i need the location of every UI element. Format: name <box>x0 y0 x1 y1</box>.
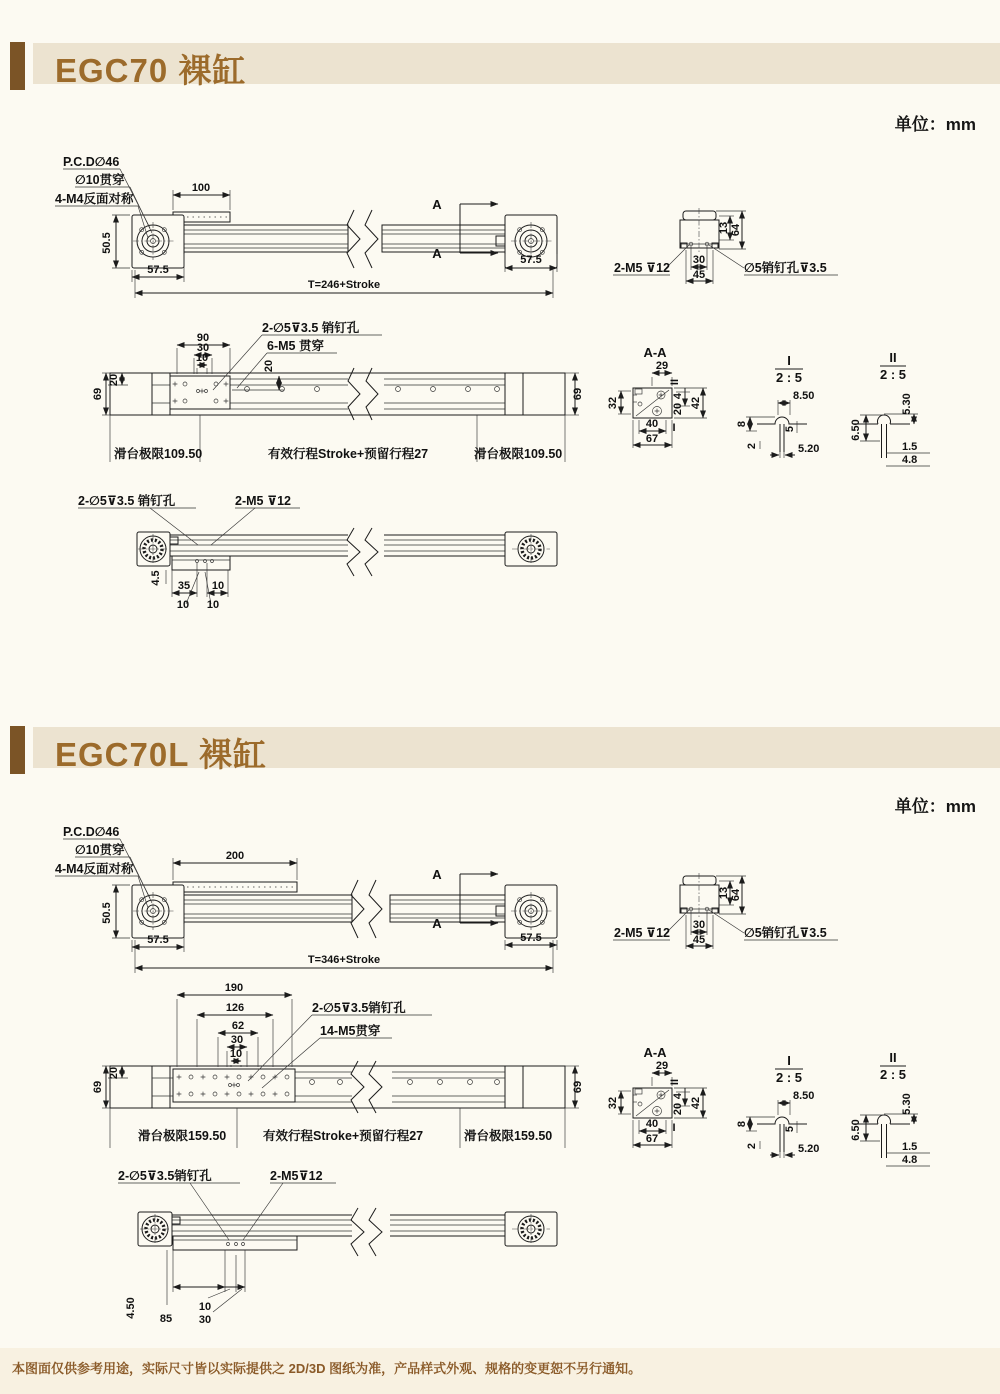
s1-bottom-dim-10b: 10 <box>176 599 190 611</box>
s2-det1-dim-2: 2 <box>746 1142 758 1150</box>
s2-aa-dim-29: 29 <box>655 1060 669 1072</box>
s1-end-m5-label: 2-M5 ⊽12 <box>613 261 670 275</box>
s1-thru-label: ∅10贯穿 <box>75 173 125 187</box>
s2-side-view-drawing <box>55 825 557 973</box>
unit-label-1: 单位：mm <box>894 115 976 134</box>
s1-aa-marker-2: II <box>669 378 681 386</box>
s2-detail-1-drawing <box>736 1053 819 1158</box>
s1-dim-total: T=246+Stroke <box>307 279 381 291</box>
s1-section-a-top: A <box>432 197 442 212</box>
s1-bottom-dim-10c: 10 <box>206 599 220 611</box>
s1-stroke-label: 有效行程Stroke+预留行程27 <box>268 447 429 461</box>
s2-end-dim-45: 45 <box>692 934 706 946</box>
s1-bottom-view-drawing <box>78 493 557 611</box>
s2-det2-dim-48: 4.8 <box>902 1154 918 1166</box>
s1-end-dim-64: 64 <box>730 223 742 237</box>
s2-det2-marker: II <box>889 1050 897 1065</box>
s1-end-dim-13: 13 <box>718 221 730 235</box>
s1-top-dim-10: 10 <box>195 352 209 364</box>
s2-aa-dim-40: 40 <box>645 1118 659 1130</box>
s2-top-view-drawing <box>92 982 584 1148</box>
s2-pcd-label: P.C.D∅46 <box>63 825 120 839</box>
s1-end-view-drawing <box>613 208 838 284</box>
s1-dim-50-5: 50.5 <box>101 232 113 254</box>
s2-dim-200: 200 <box>225 850 245 862</box>
s2-det1-dim-8: 8 <box>736 1120 748 1128</box>
s2-aa-dim-32: 32 <box>607 1096 619 1110</box>
s2-aa-dim-4: 4 <box>672 1092 684 1100</box>
s1-aa-dim-4: 4 <box>672 392 684 400</box>
s1-top-view-drawing <box>92 320 584 462</box>
section2-title: EGC70L 裸缸 <box>55 736 267 773</box>
s2-m4-label: 4-M4反面对称 <box>55 862 134 876</box>
s1-limit-left: 滑台极限109.50 <box>114 447 203 461</box>
footer-note: 本图面仅供参考用途，实际尺寸皆以实际提供之 2D/3D 图纸为准，产品样式外观、规格的变更恕不另行通知。 <box>12 1361 642 1376</box>
s2-top-dim-10: 10 <box>229 1048 243 1060</box>
s2-end-dim-64: 64 <box>730 888 742 902</box>
s2-det2-scale: 2 : 5 <box>879 1067 907 1082</box>
s1-bottom-dim-35: 35 <box>177 580 191 592</box>
s1-detail-2-drawing <box>850 350 930 466</box>
s1-top-m5-label: 6-M5 贯穿 <box>267 339 324 353</box>
s1-det2-dim-650: 6.50 <box>850 419 862 441</box>
s1-det2-dim-48: 4.8 <box>902 454 918 466</box>
s1-det1-scale: 2 : 5 <box>775 370 803 385</box>
s2-bottom-pin-label: 2-∅5⊽3.5销钉孔 <box>118 1169 212 1183</box>
s1-det1-dim-5: 5 <box>784 425 796 433</box>
s1-aa-dim-40: 40 <box>645 418 659 430</box>
s2-top-pin-label: 2-∅5⊽3.5销钉孔 <box>312 1001 406 1015</box>
s2-top-dim-62: 62 <box>231 1020 245 1032</box>
s2-dim-50-5: 50.5 <box>101 902 113 924</box>
s1-end-dim-45: 45 <box>692 269 706 281</box>
s1-aa-dim-67: 67 <box>645 433 659 445</box>
s2-end-m5-label: 2-M5 ⊽12 <box>613 926 670 940</box>
s1-dim-100: 100 <box>191 182 211 194</box>
s2-bottom-dim-30: 30 <box>198 1314 212 1326</box>
s1-top-dim-90: 90 <box>196 332 210 344</box>
s1-top-dim-20b: 20 <box>108 373 120 387</box>
s2-top-dim-69-left: 69 <box>92 1080 104 1094</box>
s2-det1-dim-520: 5.20 <box>798 1143 820 1155</box>
s2-end-pin-label: ∅5销钉孔⊽3.5 <box>744 926 827 940</box>
section1-title: EGC70 裸缸 <box>55 52 247 89</box>
s1-det1-dim-8: 8 <box>736 420 748 428</box>
s1-aa-dim-42: 42 <box>690 396 702 410</box>
s2-dim-total: T=346+Stroke <box>307 954 381 966</box>
s2-top-dim-20b: 20 <box>108 1066 120 1080</box>
s2-section-aa-drawing <box>607 1045 707 1148</box>
s1-det1-dim-850: 8.50 <box>793 390 815 402</box>
s2-top-dim-69-right: 69 <box>572 1080 584 1094</box>
s2-section-a-bottom: A <box>432 916 442 931</box>
s1-top-dim-30: 30 <box>196 342 210 354</box>
s1-pcd-label: P.C.D∅46 <box>63 155 120 169</box>
s2-aa-marker-1: I <box>672 1122 676 1134</box>
s2-aa-dim-20: 20 <box>672 1102 684 1116</box>
s1-top-dim-69-right: 69 <box>572 387 584 401</box>
s1-aa-title: A-A <box>643 345 667 360</box>
s2-aa-dim-67: 67 <box>645 1133 659 1145</box>
s2-dim-57-5-right: 57.5 <box>520 932 542 944</box>
s1-m4-label: 4-M4反面对称 <box>55 192 134 206</box>
s2-aa-title: A-A <box>643 1045 667 1060</box>
s2-bottom-m5-label: 2-M5⊽12 <box>270 1169 323 1183</box>
s1-aa-dim-32: 32 <box>607 396 619 410</box>
s2-det2-dim-15: 1.5 <box>902 1141 918 1153</box>
s2-end-dim-13: 13 <box>718 886 730 900</box>
unit-label-2: 单位：mm <box>894 797 976 816</box>
s2-detail-2-drawing <box>850 1050 930 1166</box>
s2-dim-57-5-left: 57.5 <box>147 934 169 946</box>
s2-end-view-drawing <box>613 873 838 949</box>
s1-section-a-bottom: A <box>432 246 442 261</box>
s1-det2-dim-530: 5.30 <box>901 393 913 415</box>
s1-det1-dim-2: 2 <box>746 442 758 450</box>
s1-bottom-m5-label: 2-M5 ⊽12 <box>235 494 292 508</box>
s2-top-dim-190: 190 <box>224 982 244 994</box>
s2-top-dim-30: 30 <box>230 1034 244 1046</box>
s1-aa-dim-20: 20 <box>672 402 684 416</box>
s2-limit-right: 滑台极限159.50 <box>464 1129 553 1143</box>
s1-det2-dim-15: 1.5 <box>902 441 918 453</box>
s2-top-m5-label: 14-M5贯穿 <box>320 1024 381 1038</box>
s1-top-dim-69-left: 69 <box>92 387 104 401</box>
s2-det2-dim-530: 5.30 <box>901 1093 913 1115</box>
s1-limit-right: 滑台极限109.50 <box>474 447 563 461</box>
s1-top-dim-20a: 20 <box>263 359 275 373</box>
s2-aa-marker-2: II <box>669 1078 681 1086</box>
s1-end-dim-30: 30 <box>692 254 706 266</box>
s2-bottom-dim-85: 85 <box>159 1313 173 1325</box>
s1-det1-marker: I <box>787 353 791 368</box>
s2-stroke-label: 有效行程Stroke+预留行程27 <box>263 1129 424 1143</box>
s2-bottom-dim-450: 4.50 <box>125 1297 137 1319</box>
s2-limit-left: 滑台极限159.50 <box>138 1129 227 1143</box>
s1-section-aa-drawing <box>607 345 707 448</box>
s2-det2-dim-650: 6.50 <box>850 1119 862 1141</box>
s1-bottom-dim-45: 4.5 <box>150 570 162 586</box>
s2-end-dim-30: 30 <box>692 919 706 931</box>
s1-dim-57-5-left: 57.5 <box>147 264 169 276</box>
s1-aa-marker-1: I <box>672 422 676 434</box>
s1-end-pin-label: ∅5销钉孔⊽3.5 <box>744 261 827 275</box>
s2-bottom-view-drawing <box>118 1168 557 1326</box>
s2-aa-dim-42: 42 <box>690 1096 702 1110</box>
s1-det2-marker: II <box>889 350 897 365</box>
s2-bottom-dim-10: 10 <box>198 1301 212 1313</box>
s1-detail-1-drawing <box>736 353 819 458</box>
s2-thru-label: ∅10贯穿 <box>75 843 125 857</box>
s2-top-dim-126: 126 <box>225 1002 245 1014</box>
s1-bottom-dim-10a: 10 <box>211 580 225 592</box>
s1-side-view-drawing <box>55 155 557 298</box>
s1-dim-57-5-right: 57.5 <box>520 254 542 266</box>
s2-section-a-top: A <box>432 867 442 882</box>
s1-det2-scale: 2 : 5 <box>879 367 907 382</box>
s1-bottom-pin-label: 2-∅5⊽3.5 销钉孔 <box>78 494 176 508</box>
s1-top-pin-label: 2-∅5⊽3.5 销钉孔 <box>262 321 360 335</box>
s2-det1-marker: I <box>787 1053 791 1068</box>
s2-det1-dim-850: 8.50 <box>793 1090 815 1102</box>
s2-det1-dim-5: 5 <box>784 1125 796 1133</box>
s1-aa-dim-29: 29 <box>655 360 669 372</box>
s2-det1-scale: 2 : 5 <box>775 1070 803 1085</box>
s1-det1-dim-520: 5.20 <box>798 443 820 455</box>
